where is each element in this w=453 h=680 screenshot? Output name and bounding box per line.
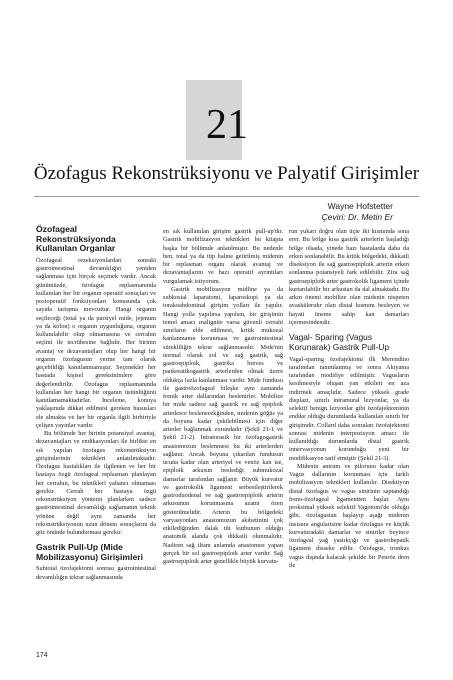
page-number: 174	[36, 652, 48, 659]
paragraph: en sık kullanılan girişim gastrik pull-up'dır. Gastrik mobilizasyon teknikleri bu kitapta başka bir bölümde anlatılmıştır. Bu nedenle ben, total ya da tüp haline getirilmiş midenin bir replasman organı olarak avantaj ve dezavantajlarını ve bazı operatif ayrıntıları vurgulamak istiyorum.	[163, 228, 283, 285]
chapter-number: 21	[206, 102, 248, 148]
paragraph: Bu bölümde her birinin potansiyel avantaj, dezavantajları ve endikasyonları ile birlikte en sık yapılan özofagus rekonstrüksiyon girişimlerinin teknikleri anlatılmaktadır. Özofagus hastalıkları ile ilgilenen ve her bir hastaya özgü özofageal replasman planlayan her cerrahın, bu teknikleri yabancı olmaması gerekir. Cerrah her hastaya özgü rekonstrüksiyon yöntemi planlarken sadece gastrointestinal devamlılığı sağlamanın teknik yönüne değil aynı zamanda her rekonstrüksiyonun uzun dönem sonuçlarını da göz önünde bulundurması gerekir.	[36, 430, 156, 537]
text-column-right	[289, 228, 409, 570]
section-heading-gastric-pullup: Gastrik Pull-Up (Mide Mobilizasyonu) Girişimleri	[36, 542, 143, 562]
section-heading-vagal-sparing: Vagal- Sparing (Vagus Korunarak) Gastrik Pull-Up	[289, 332, 390, 352]
paragraph: Vagal-sparing özofajektomi ilk Merendino tarafından tanımlanmış ve sonra Akiyama tarafından modifiye edilmiştir. Vagusların kesilmesiyle oluşan yan etkileri en aza indirmek amaçlıdır. Sadece yüksek grade displazi, sınırlı intramural lezyonlar, ya da selektif benign lezyonlar gibi özofajektominin endike olduğu durumlarda kullanılan sınırlı bir girişimdir. Collard daha sonraları özofajektomi sonrası midenin interpozisyon amacı ile kullanıldığı durumlarda distal gastrik innervasyonun korunduğu yeni bir modifikasyon tarif etmiştir (Şekil 21-3).	[289, 355, 409, 462]
chapter-title: Özofagus Rekonstrüksiyonu ve Palyatif Girişimler	[33, 163, 420, 184]
paragraph: Subtotal özofajektomi sonrası gastrointestinal devamlılığın tekrar sağlanmasında	[36, 565, 156, 581]
text-column-left	[36, 225, 156, 582]
author-block	[322, 201, 393, 223]
paragraph: Özofageal rezeksiyonlardan sonraki gastrointestinal devamlılığın yeniden sağlanması için birçok seçenek vardır. Ancak günümüzde, özofagus replasmanında kullanılan her bir organın operatif sonuçları ve postoperatif fonksiyonları konusunda çok sayıda tartışma mevcuttur. Hangi organın seçileceği (total ya da parsiyel mide, jejenum ya da kolon) o organın uygunluğuna, organın kullanılabilir olup olmamasına ve cerrahın seçimi ile tecrübesine bağlıdır. Her birinin avantaj ve dezavantajları olup her hangi bir organın özofagusun yerine tam olarak geçebildiği kanıtlanmamıştır. Seçenekler her hastada kişisel gereksinimlere göre değerlendirilir. Özofagus replasmanında kullanılan her hangi bir organın üstünlüğünü kanıtlamamaktadırlar. İnceleme, konuya yaklaşımda dikkat edilmesi gereken hususları ele almakta ve her bir organla ilgili birbiriyle çelişen yayınlar vardır.	[36, 256, 156, 429]
text-column-middle	[163, 228, 283, 566]
translator-name: Çeviri: Dr. Metin Er	[321, 212, 393, 222]
title-divider	[34, 196, 419, 197]
paragraph: Gastrik mobilizasyon midline ya da subkostal laparatomi, laparoskopi ya da torakoabdominal girişim yolları ile yapılır. Hangi yolla yapılırsa yapılsın, bir girişimin temel amacı malignite varsa güvenli cerrahi sınırların elde edilmesi, kritik mukozal kanlanmanın korunması ve gastrointestinal sürekliliğin tekrar sağlanmasıdır. Mide'nin normal olarak sol ve sağ gastrik, sağ gastroepiploik, gastrika breves ve pankreatikogastrik arterlerden olmak üzere oldukça fazla kanlanması vardır. Mide fundusu ile gastroözofageal bileşke aynı zamanda frenik arter dallarından beslenirler. Mobilize bir mide sadece sağ gastrik ve sağ epiploik arterlerce beslenecekğinden, midenin göğüs ya da boyuna kadar çekilebilmesi için diğer arterler bağlanmak zorundadır (Şekil 21-1 ve Şekil 21-2). İntratorasik bir özofagogastrik anastomozun beslenmesi bu iki arterlerden sağlanır. Ancak boyuna çıkarılan fundusun ucuna kadar olan arteriyel ve venöz kan ise, epiploik arkusun beslediği submukozal damarlar tarafından sağlanır. Büyük kurvatur ve gastrokolik ligament serbestleştirilerek gastroduodenal ve sağ gastroepiploik arterin arkusunun korunmasına azami özen gösterilmelidir. Arterin bu bölgedeki varyasyonları anastomozun akıbetinini çok etkilediğinden dalak tüt kutbunun olduğu anatomik alanda çok dikkatli olunmalıdır. Nadiren sağ iltam anlamda anastomoz yapan gerçek bir sol gastroepiploik arter vardır. Sağ gastroepiploik arter genellikle büyük kurvatu-	[163, 285, 283, 565]
section-heading-organs: Özofageal Rekonstrüksiyonda Kullanılan Organlar	[36, 224, 116, 254]
paragraph: run yukarı doğru olan üçte iki kısmında sona erer. Bu bölge kısa gastrik arterlerin başladığı bölge olsada, yinede bazı hastalarda daha da erken sonlanabilir. Bu kritik bölgedeki, dikkatli diseksiyon ile sağ gastroepiploik arterin erken sonlanma potansiyeli fark edilebilir. Zira sağ gastroepiploik arter gastrokolik ligament içinde kurtarılabilir bir arkustan da dal almaktadır. Bu arkın önemi mobilize olan midenin nispeten avaskülerıdır olan distal kısmını besleyen ve hayati öneme sahip kan damarları içermesindendir.	[289, 228, 409, 326]
author-name: Wayne Hofstetter	[327, 201, 393, 211]
paragraph: Midenin antrum ve pilorunu kadar olan Vagus dallarının korunması için farklı mobilizasyon teknikleri kullanılır. Disektiyon distal özofagus ve vagus sinirinin saptandığı freno-özofageal ligamentten başlar. Aynı proksimal yüksek selektif Vagotomi'de olduğu gibi, özofagustan başlayıp aşağı midenin insisura angularisine kadar özofagus ve küçük kurvaturadaki damarlar ve siniriler beyince özofageal yağ yastıkçığı ve gastrohepatik ligament disseke edilir. Özofagus, trunkus vagus dışında kalacak şekilde bir Penröz dren ile	[289, 462, 409, 569]
